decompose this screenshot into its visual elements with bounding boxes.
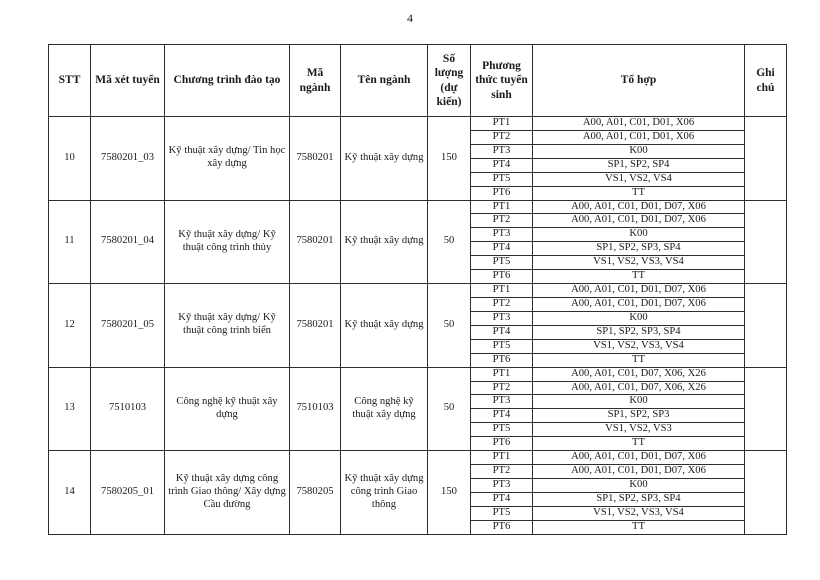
cell-note [745,284,787,368]
cell-method: PT1 [471,117,533,131]
cell-combination: A00, A01, C01, D01, D07, X06 [533,465,745,479]
cell-combination: TT [533,353,745,367]
cell-combination: A00, A01, C01, D07, X06, X26 [533,367,745,381]
cell-method: PT4 [471,492,533,506]
cell-combination: TT [533,186,745,200]
cell-note [745,451,787,535]
cell-combination: K00 [533,144,745,158]
cell-major-name: Kỹ thuật xây dựng [341,117,428,201]
cell-method: PT6 [471,437,533,451]
cell-quota: 150 [428,451,471,535]
cell-method: PT5 [471,256,533,270]
cell-combination: K00 [533,311,745,325]
cell-combination: TT [533,270,745,284]
cell-method: PT5 [471,172,533,186]
cell-method: PT1 [471,200,533,214]
cell-admission-code: 7580201_05 [91,284,165,368]
cell-combination: VS1, VS2, VS3, VS4 [533,506,745,520]
cell-combination: VS1, VS2, VS4 [533,172,745,186]
admission-table-container [48,44,787,535]
cell-program: Kỹ thuật xây dựng/ Kỹ thuật công trình thủy [165,200,290,284]
cell-method: PT2 [471,465,533,479]
col-header-stt: STT [49,45,91,117]
cell-combination: A00, A01, C01, D01, D07, X06 [533,284,745,298]
cell-combination: SP1, SP2, SP3, SP4 [533,492,745,506]
cell-method: PT5 [471,423,533,437]
cell-quota: 50 [428,284,471,368]
cell-program: Kỹ thuật xây dựng công trình Giao thông/ Xây dựng Cầu đường [165,451,290,535]
table-row [49,200,787,214]
col-header-admission-code: Mã xét tuyển [91,45,165,117]
cell-method: PT1 [471,284,533,298]
cell-method: PT5 [471,339,533,353]
table-row [49,284,787,298]
cell-combination: VS1, VS2, VS3, VS4 [533,339,745,353]
cell-combination: TT [533,520,745,534]
cell-method: PT6 [471,186,533,200]
cell-combination: K00 [533,478,745,492]
cell-combination: VS1, VS2, VS3 [533,423,745,437]
cell-admission-code: 7580205_01 [91,451,165,535]
cell-combination: SP1, SP2, SP4 [533,158,745,172]
cell-method: PT1 [471,367,533,381]
col-header-quota: Số lượng (dự kiến) [428,45,471,117]
cell-combination: TT [533,437,745,451]
cell-method: PT1 [471,451,533,465]
cell-method: PT2 [471,214,533,228]
col-header-major-code: Mã ngành [290,45,341,117]
cell-major-code: 7580201 [290,284,341,368]
cell-quota: 50 [428,200,471,284]
cell-method: PT3 [471,144,533,158]
cell-method: PT4 [471,325,533,339]
cell-combination: A00, A01, C01, D01, D07, X06 [533,200,745,214]
cell-major-name: Kỹ thuật xây dựng [341,284,428,368]
col-header-method: Phương thức tuyển sinh [471,45,533,117]
cell-stt: 14 [49,451,91,535]
cell-method: PT6 [471,270,533,284]
cell-method: PT6 [471,520,533,534]
cell-combination: SP1, SP2, SP3 [533,409,745,423]
cell-note [745,200,787,284]
page-number: 4 [407,11,413,25]
cell-combination: A00, A01, C01, D01, D07, X06 [533,214,745,228]
table-header [49,45,787,117]
cell-method: PT6 [471,353,533,367]
admission-table-body [49,117,787,535]
cell-program: Kỹ thuật xây dựng/ Tin học xây dựng [165,117,290,201]
cell-major-code: 7580205 [290,451,341,535]
cell-combination: A00, A01, C01, D01, X06 [533,117,745,131]
table-row [49,117,787,131]
table-row [49,367,787,381]
cell-major-code: 7580201 [290,200,341,284]
cell-combination: A00, A01, C01, D01, D07, X06 [533,451,745,465]
cell-method: PT4 [471,158,533,172]
col-header-major-name: Tên ngành [341,45,428,117]
cell-combination: K00 [533,395,745,409]
cell-stt: 13 [49,367,91,451]
cell-method: PT4 [471,409,533,423]
cell-combination: SP1, SP2, SP3, SP4 [533,325,745,339]
cell-stt: 10 [49,117,91,201]
cell-method: PT3 [471,395,533,409]
cell-method: PT3 [471,478,533,492]
cell-method: PT4 [471,242,533,256]
col-header-combination: Tổ hợp [533,45,745,117]
cell-method: PT3 [471,228,533,242]
cell-admission-code: 7510103 [91,367,165,451]
cell-note [745,367,787,451]
cell-program: Công nghệ kỹ thuật xây dựng [165,367,290,451]
cell-admission-code: 7580201_03 [91,117,165,201]
cell-admission-code: 7580201_04 [91,200,165,284]
col-header-note: Ghi chú [745,45,787,117]
cell-stt: 11 [49,200,91,284]
cell-method: PT3 [471,311,533,325]
cell-method: PT2 [471,130,533,144]
cell-combination: A00, A01, C01, D01, D07, X06 [533,297,745,311]
cell-method: PT2 [471,381,533,395]
admission-table [48,44,787,535]
cell-combination: K00 [533,228,745,242]
cell-combination: VS1, VS2, VS3, VS4 [533,256,745,270]
cell-combination: A00, A01, C01, D07, X06, X26 [533,381,745,395]
cell-program: Kỹ thuật xây dựng/ Kỹ thuật công trình biển [165,284,290,368]
cell-major-code: 7510103 [290,367,341,451]
cell-combination: A00, A01, C01, D01, X06 [533,130,745,144]
cell-major-name: Công nghệ kỹ thuật xây dựng [341,367,428,451]
cell-combination: SP1, SP2, SP3, SP4 [533,242,745,256]
cell-quota: 150 [428,117,471,201]
cell-method: PT2 [471,297,533,311]
header-row [49,45,787,117]
cell-quota: 50 [428,367,471,451]
cell-method: PT5 [471,506,533,520]
col-header-program: Chương trình đào tạo [165,45,290,117]
table-row [49,451,787,465]
cell-note [745,117,787,201]
cell-major-name: Kỹ thuật xây dựng [341,200,428,284]
cell-major-code: 7580201 [290,117,341,201]
cell-stt: 12 [49,284,91,368]
cell-major-name: Kỹ thuật xây dựng công trình Giao thông [341,451,428,535]
